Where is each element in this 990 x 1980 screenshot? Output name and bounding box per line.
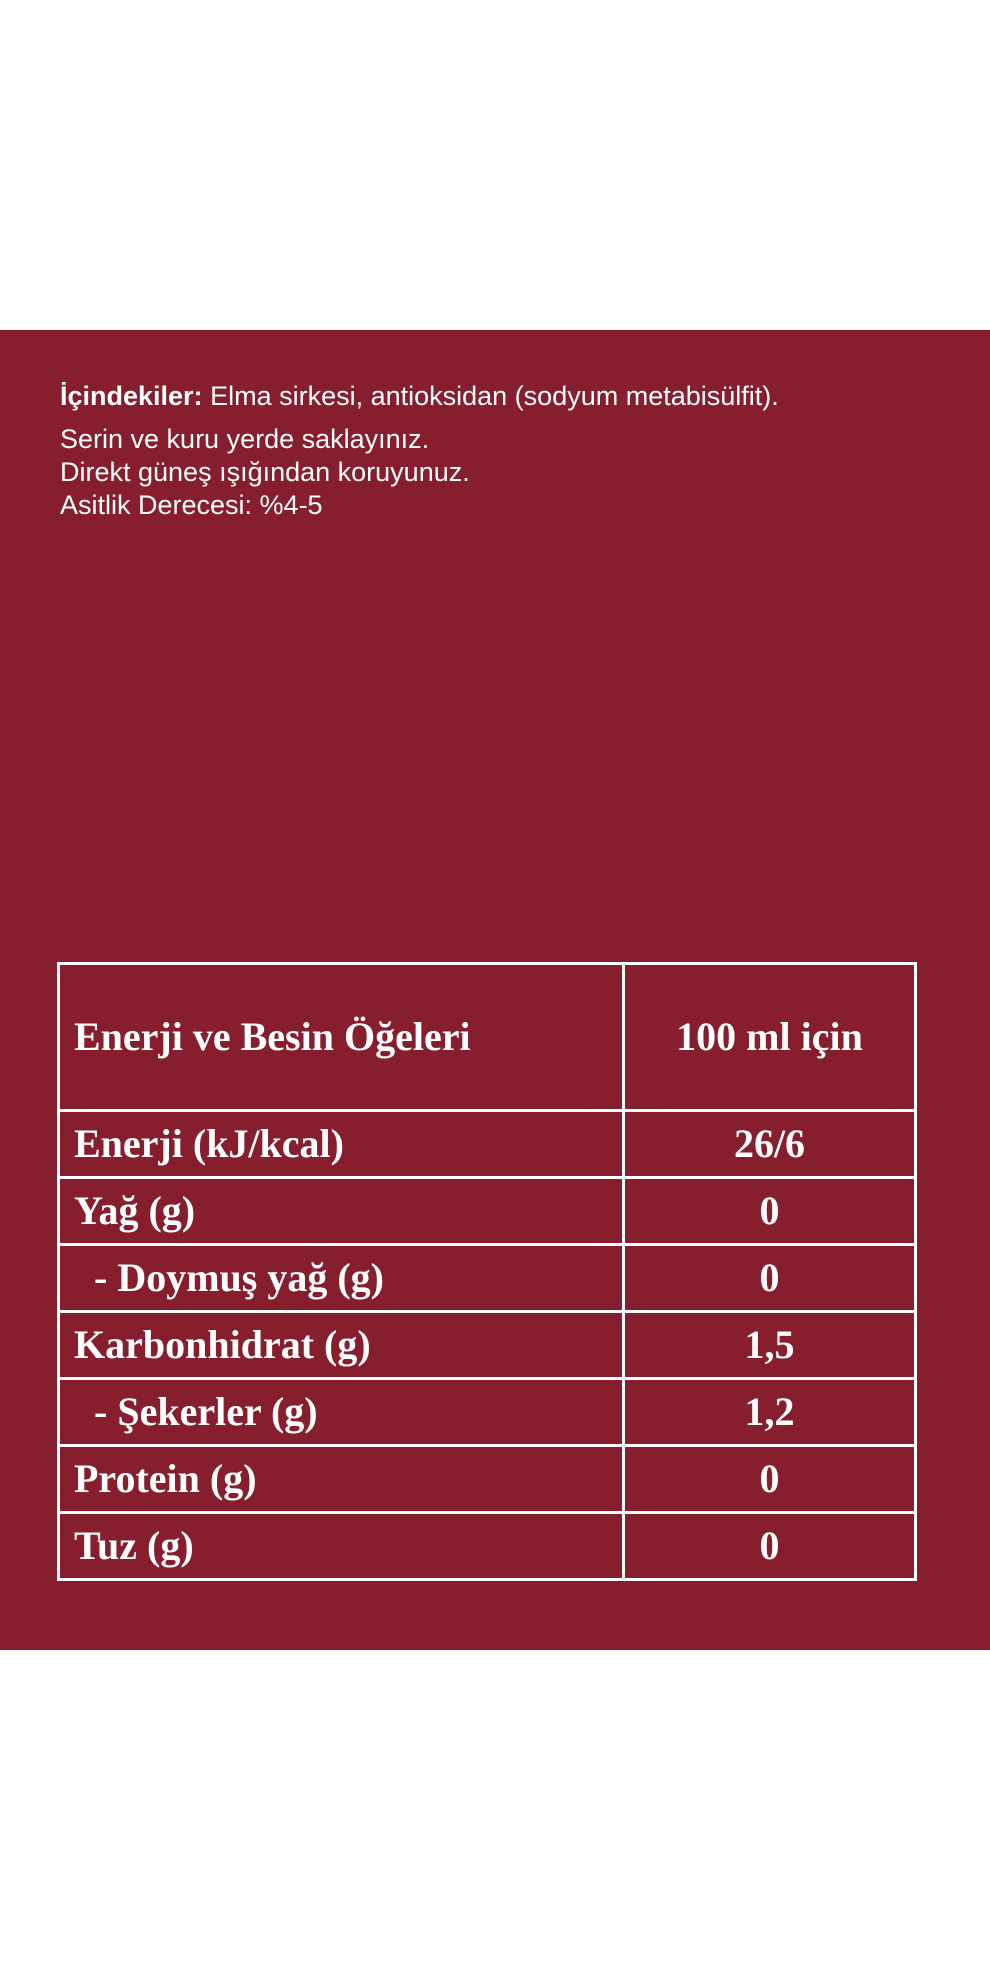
acidity-level: Asitlik Derecesi: %4-5 [60,490,323,520]
storage-instruction: Serin ve kuru yerde saklayınız. [60,424,430,454]
row-saturated-fat-value: 0 [624,1245,916,1312]
header-per-100ml: 100 ml için [624,964,916,1111]
row-sugars-value: 1,2 [624,1379,916,1446]
row-fat-value: 0 [624,1178,916,1245]
table-row [59,1446,916,1513]
row-fat-name: Yağ (g) [59,1178,624,1245]
row-protein-value: 0 [624,1446,916,1513]
row-salt-value: 0 [624,1513,916,1580]
product-label-panel [0,330,990,1650]
row-sugars-name: - Şekerler (g) [59,1379,624,1446]
row-energy-value: 26/6 [624,1111,916,1178]
nutrition-facts-table [57,962,917,1581]
table-row [59,1312,916,1379]
ingredients-text: Elma sirkesi, antioksidan (sodyum metabisülfit). [202,381,779,411]
header-nutrient: Enerji ve Besin Öğeleri [59,964,624,1111]
table-row [59,1379,916,1446]
sunlight-instruction: Direkt güneş ışığından koruyunuz. [60,457,470,487]
row-saturated-fat-name: - Doymuş yağ (g) [59,1245,624,1312]
table-row [59,1513,916,1580]
table-header-row [59,964,916,1111]
ingredients-block [60,380,960,522]
row-carbohydrate-value: 1,5 [624,1312,916,1379]
ingredients-line [60,380,960,413]
table-row [59,1111,916,1178]
row-protein-name: Protein (g) [59,1446,624,1513]
table-row [59,1178,916,1245]
ingredients-heading: İçindekiler: [60,381,203,411]
table-row [59,1245,916,1312]
row-energy-name: Enerji (kJ/kcal) [59,1111,624,1178]
row-salt-name: Tuz (g) [59,1513,624,1580]
row-carbohydrate-name: Karbonhidrat (g) [59,1312,624,1379]
